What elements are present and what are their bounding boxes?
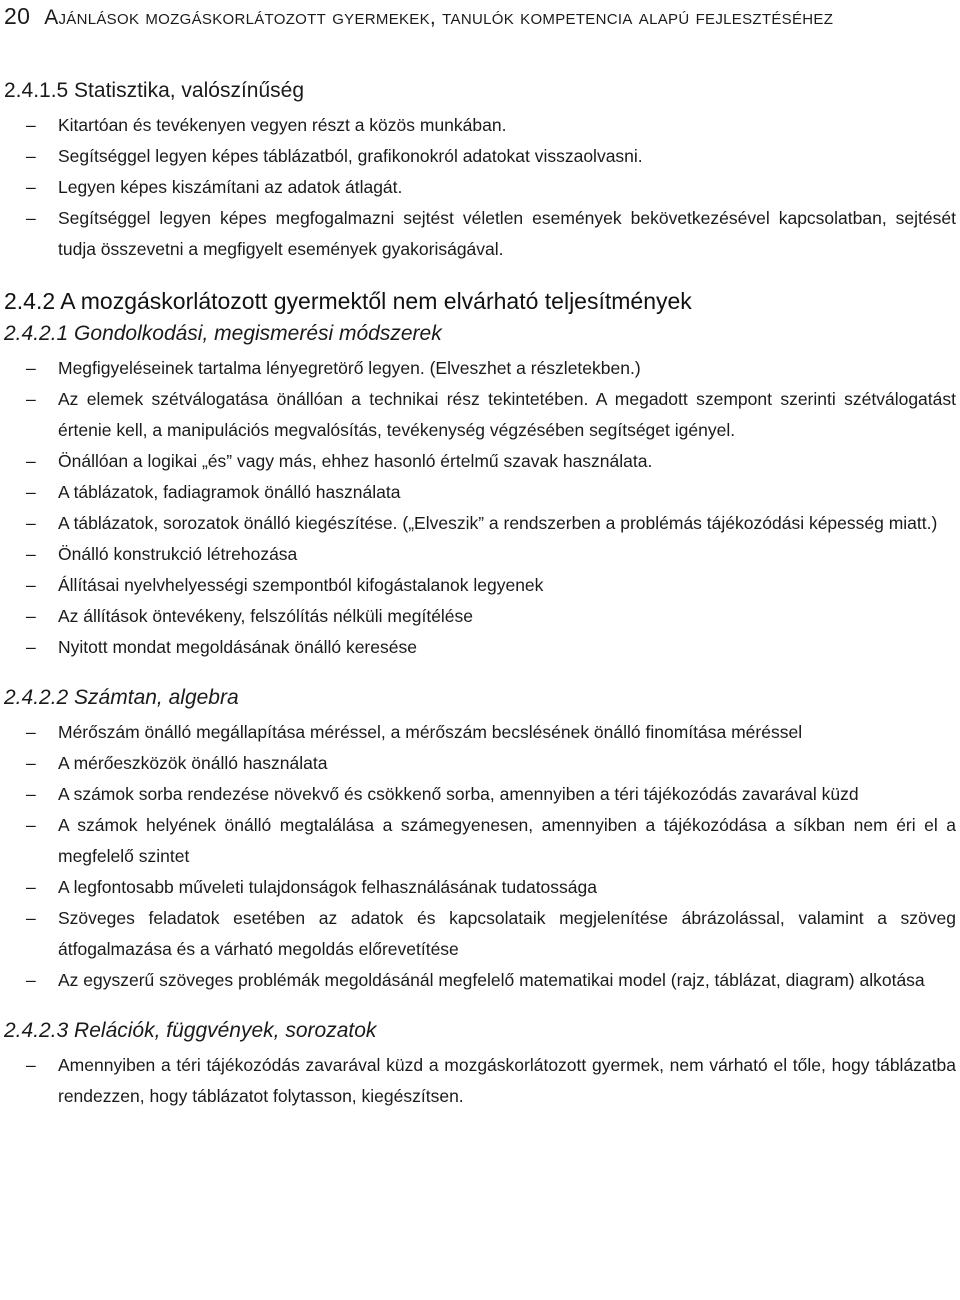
- list-item: – Az elemek szétválogatása önállóan a technikai rész tekintetében. A megadott szempont szerinti szétválogatást értenie kell, a manipulációs megvalósítás, tevékenység végzésében segítséget igényel.: [4, 384, 956, 446]
- dash-bullet: –: [26, 722, 36, 742]
- dash-bullet: –: [26, 358, 36, 378]
- dash-bullet: –: [26, 482, 36, 502]
- list-item: – Segítséggel legyen képes megfogalmazni sejtést véletlen események bekövetkezésével kapcsolatban, sejtését tudja összevetni a megfigyelt események gyakoriságával.: [4, 203, 956, 265]
- list-item: – Az állítások öntevékeny, felszólítás nélküli megítélése: [4, 601, 956, 632]
- dash-bullet: –: [26, 115, 36, 135]
- subsection-heading-statistics: 2.4.1.5 Statisztika, valószínűség: [4, 79, 304, 102]
- dash-bullet: –: [26, 1055, 36, 1075]
- list-item: – Kitartóan és tevékenyen vegyen részt a közös munkában.: [4, 110, 956, 141]
- list-relations-functions: [4, 1050, 956, 1112]
- section-heading-not-expected: 2.4.2 A mozgáskorlátozott gyermektől nem elvárható teljesítmények: [4, 288, 692, 314]
- page-number: 20: [4, 3, 31, 29]
- dash-bullet: –: [26, 784, 36, 804]
- dash-bullet: –: [26, 544, 36, 564]
- dash-bullet: –: [26, 753, 36, 773]
- spacer: [4, 663, 956, 683]
- list-item: – A számok sorba rendezése növekvő és csökkenő sorba, amennyiben a téri tájékozódás zavarával küzd: [4, 779, 956, 810]
- list-item: – Nyitott mondat megoldásának önálló keresése: [4, 632, 956, 663]
- subsection-heading-arithmetic-algebra: 2.4.2.2 Számtan, algebra: [4, 686, 239, 709]
- dash-bullet: –: [26, 970, 36, 990]
- dash-bullet: –: [26, 451, 36, 471]
- dash-bullet: –: [26, 815, 36, 835]
- page-content: [4, 76, 956, 1112]
- subsection-heading-relations-functions: 2.4.2.3 Relációk, függvények, sorozatok: [4, 1019, 377, 1042]
- list-item: – Legyen képes kiszámítani az adatok átlagát.: [4, 172, 956, 203]
- dash-bullet: –: [26, 513, 36, 533]
- dash-bullet: –: [26, 389, 36, 409]
- list-item: – Szöveges feladatok esetében az adatok és kapcsolataik megjelenítése ábrázolással, valamint a szöveg átfogalmazása és a várható megoldás előrevetítése: [4, 903, 956, 965]
- list-item: – Segítséggel legyen képes táblázatból, grafikonokról adatokat visszaolvasni.: [4, 141, 956, 172]
- dash-bullet: –: [26, 575, 36, 595]
- list-item: – Az egyszerű szöveges problémák megoldásánál megfelelő matematikai model (rajz, táblázat, diagram) alkotása: [4, 965, 956, 996]
- dash-bullet: –: [26, 146, 36, 166]
- list-item: – A táblázatok, sorozatok önálló kiegészítése. („Elveszik” a rendszerben a problémás tájékozódási képesség miatt.): [4, 508, 956, 539]
- list-item: – A táblázatok, fadiagramok önálló használata: [4, 477, 956, 508]
- list-item: – A mérőeszközök önálló használata: [4, 748, 956, 779]
- list-thinking-methods: [4, 353, 956, 663]
- dash-bullet: –: [26, 606, 36, 626]
- list-item: – A legfontosabb műveleti tulajdonságok felhasználásának tudatossága: [4, 872, 956, 903]
- dash-bullet: –: [26, 877, 36, 897]
- spacer: [4, 996, 956, 1016]
- list-item: – Önálló konstrukció létrehozása: [4, 539, 956, 570]
- list-item: – Mérőszám önálló megállapítása méréssel, a mérőszám becslésének önálló finomítása méréssel: [4, 717, 956, 748]
- list-item: – A számok helyének önálló megtalálása a számegyenesen, amennyiben a tájékozódása a síkban nem éri el a megfelelő szintet: [4, 810, 956, 872]
- dash-bullet: –: [26, 208, 36, 228]
- dash-bullet: –: [26, 177, 36, 197]
- running-header: [4, 2, 954, 32]
- subsection-heading-thinking-methods: 2.4.2.1 Gondolkodási, megismerési módszerek: [4, 322, 442, 345]
- list-arithmetic-algebra: [4, 717, 956, 996]
- list-item: – Állításai nyelvhelyességi szempontból kifogástalanok legyenek: [4, 570, 956, 601]
- dash-bullet: –: [26, 637, 36, 657]
- list-item: – Megfigyeléseinek tartalma lényegretörő legyen. (Elveszhet a részletekben.): [4, 353, 956, 384]
- dash-bullet: –: [26, 908, 36, 928]
- list-statistics: [4, 110, 956, 265]
- list-item: – Amennyiben a téri tájékozódás zavarával küzd a mozgáskorlátozott gyermek, nem várható el tőle, hogy táblázatba rendezzen, hogy táblázatot folytasson, kiegészítsen.: [4, 1050, 956, 1112]
- header-title: Ajánlások mozgáskorlátozott gyermekek, tanulók kompetencia alapú fejlesztéséhez: [44, 6, 834, 29]
- list-item: – Önállóan a logikai „és” vagy más, ehhez hasonló értelmű szavak használata.: [4, 446, 956, 477]
